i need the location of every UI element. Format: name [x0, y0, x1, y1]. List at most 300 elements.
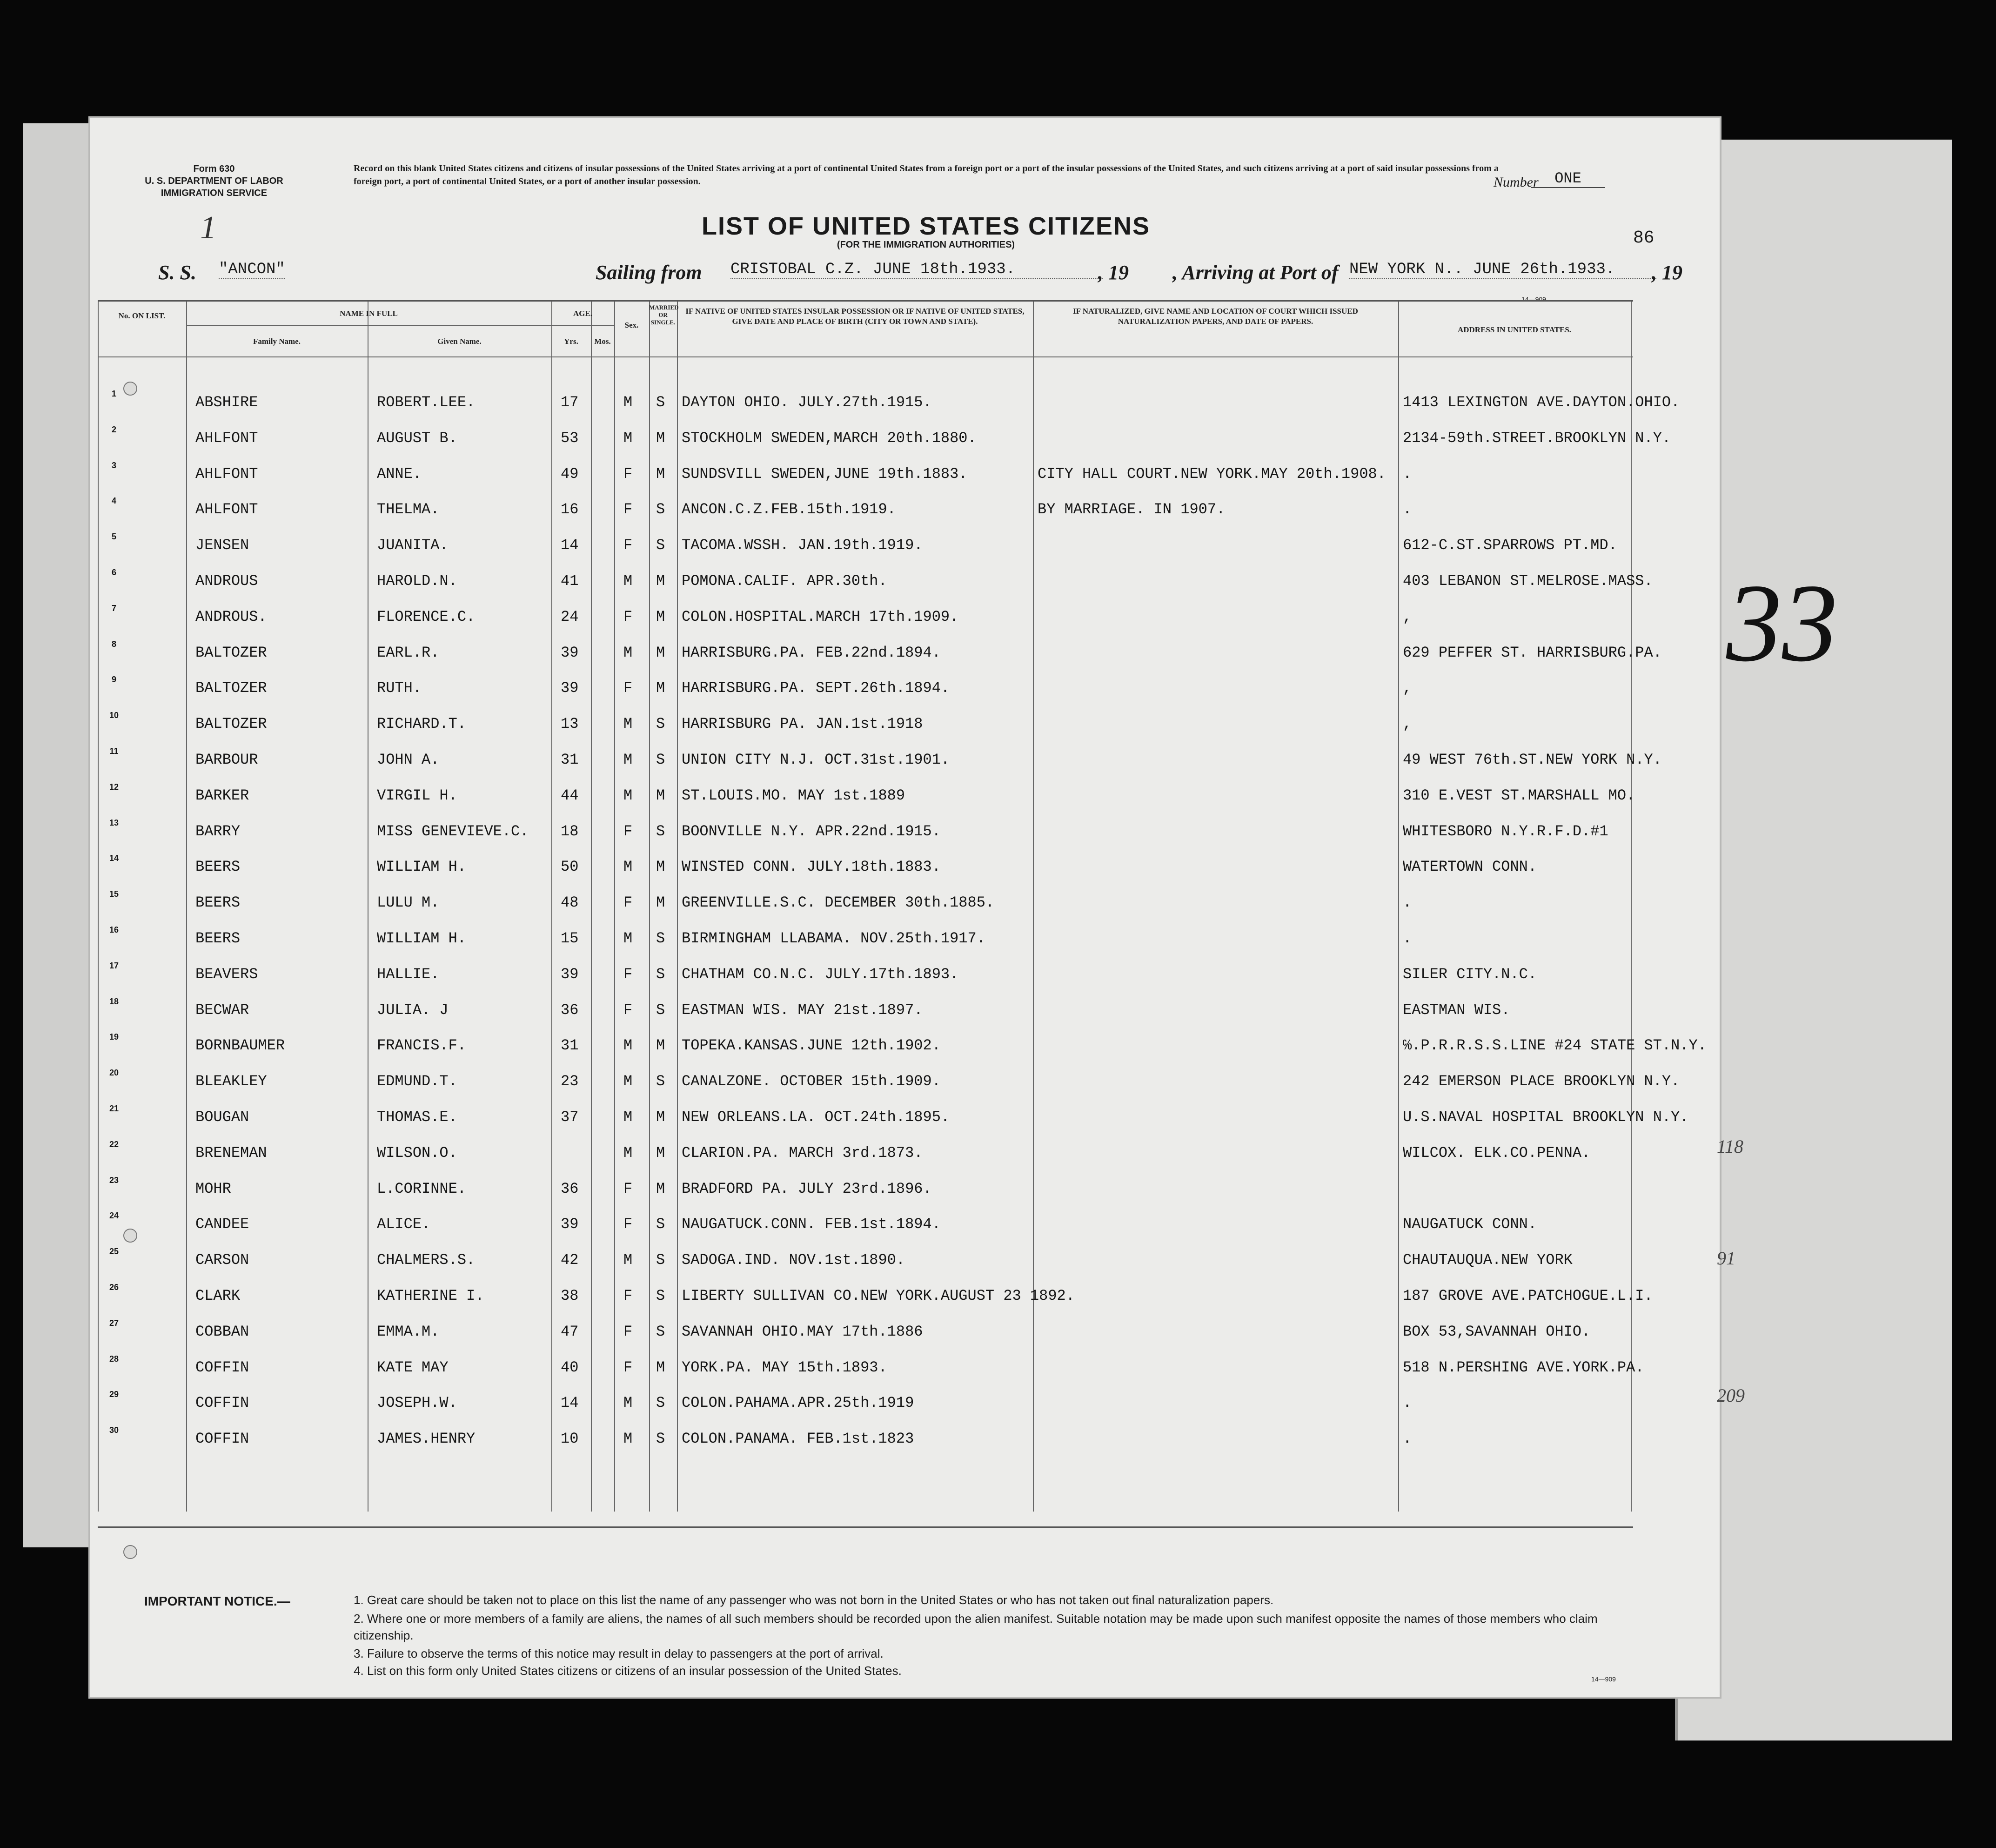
sex: F — [623, 501, 633, 518]
table-row — [98, 814, 1633, 842]
family-name: AHLFONT — [195, 465, 258, 483]
birth-place-date: TOPEKA.KANSAS.JUNE 12th.1902. — [682, 1037, 941, 1055]
marital-status: S — [656, 1430, 665, 1448]
row-number: 4 — [111, 496, 116, 506]
ship-label: S. S. — [158, 261, 196, 284]
birth-place-date: COLON.PAHAMA.APR.25th.1919 — [682, 1394, 914, 1412]
manifest-page — [88, 116, 1721, 1699]
age-years: 50 — [561, 858, 579, 876]
sex: M — [623, 1073, 633, 1090]
table-row — [98, 600, 1633, 628]
given-name: ANNE. — [377, 465, 422, 483]
row-number: 9 — [111, 675, 116, 685]
age-years: 14 — [561, 537, 579, 554]
service-name: IMMIGRATION SERVICE — [161, 188, 268, 198]
birth-place-date: HARRISBURG.PA. FEB.22nd.1894. — [682, 644, 941, 661]
col-birth: IF NATIVE OF UNITED STATES INSULAR POSSESSION OR IF NATIVE OF UNITED STATES, GIVE DATE AND PLACE OF BIRTH (CITY OR TOWN AND STATE). — [685, 307, 1025, 326]
birth-place-date: DAYTON OHIO. JULY.27th.1915. — [682, 394, 932, 411]
table-row — [98, 457, 1633, 485]
sailing-line — [158, 261, 1740, 289]
row-number: 19 — [109, 1032, 119, 1042]
sex: M — [623, 644, 633, 661]
age-years: 39 — [561, 1216, 579, 1233]
page-edge — [23, 123, 93, 1547]
col-given-name: Given Name. — [437, 337, 482, 346]
marital-status: S — [656, 537, 665, 554]
family-name: ANDROUS. — [195, 608, 267, 625]
given-name: EARL.R. — [377, 644, 440, 661]
given-name: JULIA. J — [377, 1001, 449, 1019]
row-number: 7 — [111, 603, 116, 613]
family-name: BEERS — [195, 930, 241, 947]
age-years: 42 — [561, 1251, 579, 1269]
given-name: LULU M. — [377, 894, 440, 912]
given-name: L.CORINNE. — [377, 1180, 467, 1197]
age-years: 36 — [561, 1180, 579, 1197]
sex: F — [623, 965, 633, 983]
given-name: FLORENCE.C. — [377, 608, 476, 625]
birth-place-date: POMONA.CALIF. APR.30th. — [682, 572, 887, 590]
age-years: 53 — [561, 429, 579, 447]
handwritten-corner-mark: 1 — [200, 210, 216, 246]
address: , — [1403, 608, 1412, 625]
col-no: No. ON LIST. — [118, 311, 166, 320]
col-mos: Mos. — [594, 337, 611, 346]
marital-status: M — [656, 1180, 665, 1197]
notice-item-1: 1. Great care should be taken not to place on this list the name of any passenger who was not born in the United States or who has not taken out final naturalization papers. — [354, 1593, 1274, 1607]
age-years: 13 — [561, 715, 579, 733]
given-name: HALLIE. — [377, 965, 440, 983]
given-name: JOHN A. — [377, 751, 440, 768]
family-name: ANDROUS — [195, 572, 258, 590]
marital-status: M — [656, 608, 665, 625]
page-title: LIST OF UNITED STATES CITIZENS — [702, 212, 1150, 240]
age-years: 10 — [561, 1430, 579, 1448]
address: ℅.P.R.R.S.S.LINE #24 STATE ST.N.Y. — [1403, 1037, 1707, 1055]
year-label-2: , 19 — [1652, 261, 1682, 284]
col-name-in-full: NAME IN FULL — [340, 309, 398, 318]
year-label-1: , 19 — [1098, 261, 1129, 284]
address: 612-C.ST.SPARROWS PT.MD. — [1403, 537, 1617, 554]
address: , — [1403, 679, 1412, 697]
row-number: 6 — [111, 568, 116, 577]
given-name: CHALMERS.S. — [377, 1251, 476, 1269]
address: 1413 LEXINGTON AVE.DAYTON.OHIO. — [1403, 394, 1680, 411]
age-years: 39 — [561, 965, 579, 983]
sailing-code: 14—909 — [1521, 296, 1546, 303]
birth-place-date: GREENVILLE.S.C. DECEMBER 30th.1885. — [682, 894, 995, 912]
address: WHITESBORO N.Y.R.F.D.#1 — [1403, 822, 1608, 840]
punch-hole — [123, 1229, 137, 1243]
marital-status: M — [656, 1144, 665, 1162]
col-married: MARRIED OR SINGLE. — [649, 304, 679, 326]
number-value: ONE — [1531, 170, 1605, 188]
family-name: BARBOUR — [195, 751, 258, 768]
sex: F — [623, 1001, 633, 1019]
address: . — [1403, 894, 1412, 912]
row-number: 14 — [109, 853, 119, 863]
col-age: AGE. — [573, 309, 593, 318]
address: WATERTOWN CONN. — [1403, 858, 1537, 876]
given-name: EMMA.M. — [377, 1323, 440, 1340]
marital-status: M — [656, 429, 665, 447]
family-name: COBBAN — [195, 1323, 249, 1340]
page-number: 86 — [1633, 228, 1654, 248]
table-row — [98, 1351, 1644, 1378]
family-name: COFFIN — [195, 1430, 249, 1448]
sex: M — [623, 1430, 633, 1448]
sex: M — [623, 786, 633, 804]
marital-status: S — [656, 715, 665, 733]
col-address: ADDRESS IN UNITED STATES. — [1457, 325, 1572, 334]
address: EASTMAN WIS. — [1403, 1001, 1510, 1019]
sex: M — [623, 858, 633, 876]
table-row — [98, 1207, 1633, 1235]
row-number: 24 — [109, 1211, 119, 1221]
sex: F — [623, 822, 633, 840]
table-row — [98, 492, 1633, 520]
family-name: COFFIN — [195, 1394, 249, 1412]
given-name: VIRGIL H. — [377, 786, 457, 804]
row-number: 16 — [109, 925, 119, 934]
page-subtitle: (FOR THE IMMIGRATION AUTHORITIES) — [837, 240, 1015, 250]
given-name: ALICE. — [377, 1216, 431, 1233]
sex: M — [623, 930, 633, 947]
family-name: BARKER — [195, 786, 249, 804]
family-name: BLEAKLEY — [195, 1073, 267, 1090]
marital-status: S — [656, 1251, 665, 1269]
birth-place-date: NAUGATUCK.CONN. FEB.1st.1894. — [682, 1216, 941, 1233]
address: BOX 53,SAVANNAH OHIO. — [1403, 1323, 1591, 1340]
age-years: 31 — [561, 1037, 579, 1055]
naturalization: CITY HALL COURT.NEW YORK.MAY 20th.1908. — [1038, 465, 1386, 483]
age-years: 16 — [561, 501, 579, 518]
notice-code: 14—909 — [1591, 1675, 1616, 1683]
ship-name: "ANCON" — [219, 261, 285, 278]
address: . — [1403, 501, 1412, 518]
given-name: MISS GENEVIEVE.C. — [377, 822, 529, 840]
age-years: 18 — [561, 822, 579, 840]
birth-place-date: BRADFORD PA. JULY 23rd.1896. — [682, 1180, 932, 1197]
notice-item-2: 2. Where one or more members of a family are aliens, the names of all such members should be recorded upon the alien manifest. Suitable notation may be made upon such manifest opposite the names of those members who claim citizenship. — [354, 1612, 1598, 1642]
address: NAUGATUCK CONN. — [1403, 1216, 1537, 1233]
arriving-value: NEW YORK N.. JUNE 26th.1933. — [1349, 261, 1656, 279]
given-name: KATE MAY — [377, 1358, 449, 1376]
birth-place-date: WINSTED CONN. JULY.18th.1883. — [682, 858, 941, 876]
age-years: 15 — [561, 930, 579, 947]
birth-place-date: HARRISBURG PA. JAN.1st.1918 — [682, 715, 923, 733]
sailing-from-value: CRISTOBAL C.Z. JUNE 18th.1933. — [730, 261, 1103, 279]
given-name: JAMES.HENRY — [377, 1430, 476, 1448]
marital-status: S — [656, 1287, 665, 1304]
table-row — [98, 993, 1633, 1021]
address: . — [1403, 1394, 1412, 1412]
birth-place-date: UNION CITY N.J. OCT.31st.1901. — [682, 751, 950, 768]
sailing-from-label: Sailing from — [596, 261, 702, 284]
age-years: 39 — [561, 679, 579, 697]
age-years: 14 — [561, 1394, 579, 1412]
family-name: BALTOZER — [195, 715, 267, 733]
department-name: U. S. DEPARTMENT OF LABOR — [145, 176, 283, 186]
birth-place-date: EASTMAN WIS. MAY 21st.1897. — [682, 1001, 923, 1019]
address: . — [1403, 1430, 1412, 1448]
row-number: 23 — [109, 1175, 119, 1185]
row-number: 12 — [109, 782, 119, 792]
family-name: CLARK — [195, 1287, 241, 1304]
age-years: 36 — [561, 1001, 579, 1019]
marital-status: S — [656, 1073, 665, 1090]
given-name: JOSEPH.W. — [377, 1394, 457, 1412]
row-number: 25 — [109, 1247, 119, 1257]
address: U.S.NAVAL HOSPITAL BROOKLYN N.Y. — [1403, 1109, 1689, 1126]
sex: M — [623, 751, 633, 768]
family-name: BORNBAUMER — [195, 1037, 285, 1055]
table-row — [98, 1422, 1633, 1450]
table-row — [98, 636, 1662, 664]
sex: F — [623, 608, 633, 625]
birth-place-date: COLON.HOSPITAL.MARCH 17th.1909. — [682, 608, 959, 625]
notice-item-4: 4. List on this form only United States citizens or citizens of an insular possession of the United States. — [354, 1664, 902, 1678]
col-naturalized: IF NATURALIZED, GIVE NAME AND LOCATION OF COURT WHICH ISSUED NATURALIZATION PAPERS, AND DATE OF PAPERS. — [1073, 307, 1358, 326]
margin-note: 209 — [1717, 1385, 1745, 1406]
address: 403 LEBANON ST.MELROSE.MASS. — [1403, 572, 1653, 590]
sex: F — [623, 1287, 633, 1304]
naturalization: BY MARRIAGE. IN 1907. — [1038, 501, 1226, 518]
row-number: 10 — [109, 711, 119, 720]
table-row — [98, 1064, 1680, 1092]
family-name: BEERS — [195, 858, 241, 876]
sex: F — [623, 1180, 633, 1197]
family-name: COFFIN — [195, 1358, 249, 1376]
given-name: ROBERT.LEE. — [377, 394, 476, 411]
table-row — [98, 1243, 1633, 1271]
table-bottom-rule — [98, 1526, 1633, 1528]
birth-place-date: CLARION.PA. MARCH 3rd.1873. — [682, 1144, 923, 1162]
birth-place-date: SAVANNAH OHIO.MAY 17th.1886 — [682, 1323, 923, 1340]
given-name: WILSON.O. — [377, 1144, 457, 1162]
row-number: 11 — [109, 746, 119, 756]
table-row — [98, 671, 1633, 699]
row-number: 30 — [109, 1425, 119, 1435]
marital-status: M — [656, 1358, 665, 1376]
sex: M — [623, 1251, 633, 1269]
address: WILCOX. ELK.CO.PENNA. — [1403, 1144, 1591, 1162]
marital-status: S — [656, 1001, 665, 1019]
table-row — [98, 421, 1671, 449]
notice-title: IMPORTANT NOTICE.— — [144, 1594, 290, 1608]
birth-place-date: CANALZONE. OCTOBER 15th.1909. — [682, 1073, 941, 1090]
marital-status: M — [656, 465, 665, 483]
row-number: 15 — [109, 889, 119, 899]
table-row — [98, 707, 1633, 735]
address: 310 E.VEST ST.MARSHALL MO. — [1403, 786, 1635, 804]
age-years: 23 — [561, 1073, 579, 1090]
col-sex: Sex. — [624, 321, 639, 329]
row-number: 26 — [109, 1283, 119, 1292]
given-name: EDMUND.T. — [377, 1073, 457, 1090]
row-number: 18 — [109, 996, 119, 1006]
given-name: KATHERINE I. — [377, 1287, 484, 1304]
birth-place-date: TACOMA.WSSH. JAN.19th.1919. — [682, 537, 923, 554]
marital-status: S — [656, 394, 665, 411]
row-number: 21 — [109, 1104, 119, 1113]
sex: M — [623, 715, 633, 733]
address: , — [1403, 715, 1412, 733]
given-name: FRANCIS.F. — [377, 1037, 467, 1055]
given-name: WILLIAM H. — [377, 930, 467, 947]
family-name: BEAVERS — [195, 965, 258, 983]
margin-note: 91 — [1717, 1248, 1735, 1269]
row-number: 3 — [111, 460, 116, 470]
age-years: 31 — [561, 751, 579, 768]
address: . — [1403, 930, 1412, 947]
address: 2134-59th.STREET.BROOKLYN N.Y. — [1403, 429, 1671, 447]
age-years: 39 — [561, 644, 579, 661]
given-name: THOMAS.E. — [377, 1109, 457, 1126]
age-years: 41 — [561, 572, 579, 590]
birth-place-date: ST.LOUIS.MO. MAY 1st.1889 — [682, 786, 905, 804]
birth-place-date: COLON.PANAMA. FEB.1st.1823 — [682, 1430, 914, 1448]
row-number: 29 — [109, 1390, 119, 1399]
sex: F — [623, 1358, 633, 1376]
table-row — [98, 1172, 1633, 1200]
sex: M — [623, 1109, 633, 1126]
row-number: 20 — [109, 1068, 119, 1078]
table-row — [98, 1028, 1707, 1056]
sex: F — [623, 679, 633, 697]
age-years: 44 — [561, 786, 579, 804]
passenger-table — [98, 300, 1707, 1512]
handwritten-number: 33 — [1726, 561, 1838, 685]
marital-status: S — [656, 1216, 665, 1233]
age-years: 47 — [561, 1323, 579, 1340]
row-number: 5 — [111, 532, 116, 542]
marital-status: M — [656, 894, 665, 912]
sex: M — [623, 1394, 633, 1412]
family-name: AHLFONT — [195, 429, 258, 447]
sex: M — [623, 1037, 633, 1055]
family-name: ABSHIRE — [195, 394, 258, 411]
table-row — [98, 1315, 1633, 1343]
sex: M — [623, 394, 633, 411]
marital-status: M — [656, 1037, 665, 1055]
given-name: THELMA. — [377, 501, 440, 518]
address: 242 EMERSON PLACE BROOKLYN N.Y. — [1403, 1073, 1680, 1090]
table-row — [98, 957, 1633, 985]
table-row — [98, 886, 1633, 914]
row-number: 27 — [109, 1318, 119, 1328]
birth-place-date: YORK.PA. MAY 15th.1893. — [682, 1358, 887, 1376]
table-row — [98, 1386, 1633, 1414]
address: 187 GROVE AVE.PATCHOGUE.L.I. — [1403, 1287, 1653, 1304]
birth-place-date: LIBERTY SULLIVAN CO.NEW YORK.AUGUST 23 1892. — [682, 1287, 1075, 1304]
marital-status: M — [656, 858, 665, 876]
form-identifier — [144, 163, 284, 199]
marital-status: S — [656, 751, 665, 768]
marital-status: S — [656, 822, 665, 840]
address: . — [1403, 465, 1412, 483]
age-years: 49 — [561, 465, 579, 483]
family-name: MOHR — [195, 1180, 231, 1197]
given-name: JUANITA. — [377, 537, 449, 554]
family-name: AHLFONT — [195, 501, 258, 518]
address: 629 PEFFER ST. HARRISBURG.PA. — [1403, 644, 1662, 661]
sex: F — [623, 894, 633, 912]
given-name: RICHARD.T. — [377, 715, 467, 733]
family-name: BALTOZER — [195, 644, 267, 661]
table-row — [98, 779, 1633, 806]
table-row — [98, 850, 1633, 878]
family-name: BARRY — [195, 822, 241, 840]
row-number: 2 — [111, 424, 116, 434]
family-name: BOUGAN — [195, 1109, 249, 1126]
sex: M — [623, 429, 633, 447]
table-row — [98, 921, 1633, 949]
marital-status: M — [656, 1109, 665, 1126]
arriving-label: , Arriving at Port of — [1172, 261, 1339, 284]
family-name: BALTOZER — [195, 679, 267, 697]
given-name: AUGUST B. — [377, 429, 457, 447]
family-name: JENSEN — [195, 537, 249, 554]
number-label: Number — [1494, 175, 1539, 190]
row-number: 28 — [109, 1354, 119, 1364]
sex: F — [623, 1323, 633, 1340]
family-name: BECWAR — [195, 1001, 249, 1019]
birth-place-date: STOCKHOLM SWEDEN,MARCH 20th.1880. — [682, 429, 977, 447]
age-years: 48 — [561, 894, 579, 912]
address: 49 WEST 76th.ST.NEW YORK N.Y. — [1403, 751, 1662, 768]
punch-hole — [123, 1545, 137, 1559]
marital-status: S — [656, 501, 665, 518]
address: CHAUTAUQUA.NEW YORK — [1403, 1251, 1573, 1269]
table-row — [98, 743, 1662, 771]
family-name: CARSON — [195, 1251, 249, 1269]
row-number: 8 — [111, 639, 116, 649]
family-name: BEERS — [195, 894, 241, 912]
given-name: WILLIAM H. — [377, 858, 467, 876]
marital-status: S — [656, 1323, 665, 1340]
marital-status: M — [656, 572, 665, 590]
given-name: RUTH. — [377, 679, 422, 697]
col-yrs: Yrs. — [564, 337, 578, 346]
birth-place-date: SADOGA.IND. NOV.1st.1890. — [682, 1251, 905, 1269]
given-name: HAROLD.N. — [377, 572, 457, 590]
age-years: 38 — [561, 1287, 579, 1304]
marital-status: M — [656, 644, 665, 661]
row-number: 1 — [111, 389, 116, 398]
table-row — [98, 564, 1653, 592]
table-row — [98, 385, 1680, 413]
marital-status: S — [656, 930, 665, 947]
instruction-text: Record on this blank United States citizens and citizens of insular possessions of the United States arriving at a port of continental United States from a foreign port or a port of the insular possessions of the United States, and such citizens arriving at a port of said insular possessions from a foreign port, a port of continental United States, or a port of another insular possession. — [354, 163, 1499, 187]
birth-place-date: SUNDSVILL SWEDEN,JUNE 19th.1883. — [682, 465, 968, 483]
form-number: Form 630 — [193, 164, 235, 174]
row-number: 17 — [109, 961, 119, 970]
sex: F — [623, 465, 633, 483]
marital-status: M — [656, 679, 665, 697]
family-name: BRENEMAN — [195, 1144, 267, 1162]
col-family-name: Family Name. — [253, 337, 301, 346]
birth-place-date: BOONVILLE N.Y. APR.22nd.1915. — [682, 822, 941, 840]
birth-place-date: CHATHAM CO.N.C. JULY.17th.1893. — [682, 965, 959, 983]
marital-status: S — [656, 965, 665, 983]
birth-place-date: ANCON.C.Z.FEB.15th.1919. — [682, 501, 896, 518]
row-number: 13 — [109, 818, 119, 827]
margin-note: 118 — [1717, 1136, 1744, 1157]
birth-place-date: NEW ORLEANS.LA. OCT.24th.1895. — [682, 1109, 950, 1126]
age-years: 37 — [561, 1109, 579, 1126]
table-row — [98, 1279, 1653, 1307]
